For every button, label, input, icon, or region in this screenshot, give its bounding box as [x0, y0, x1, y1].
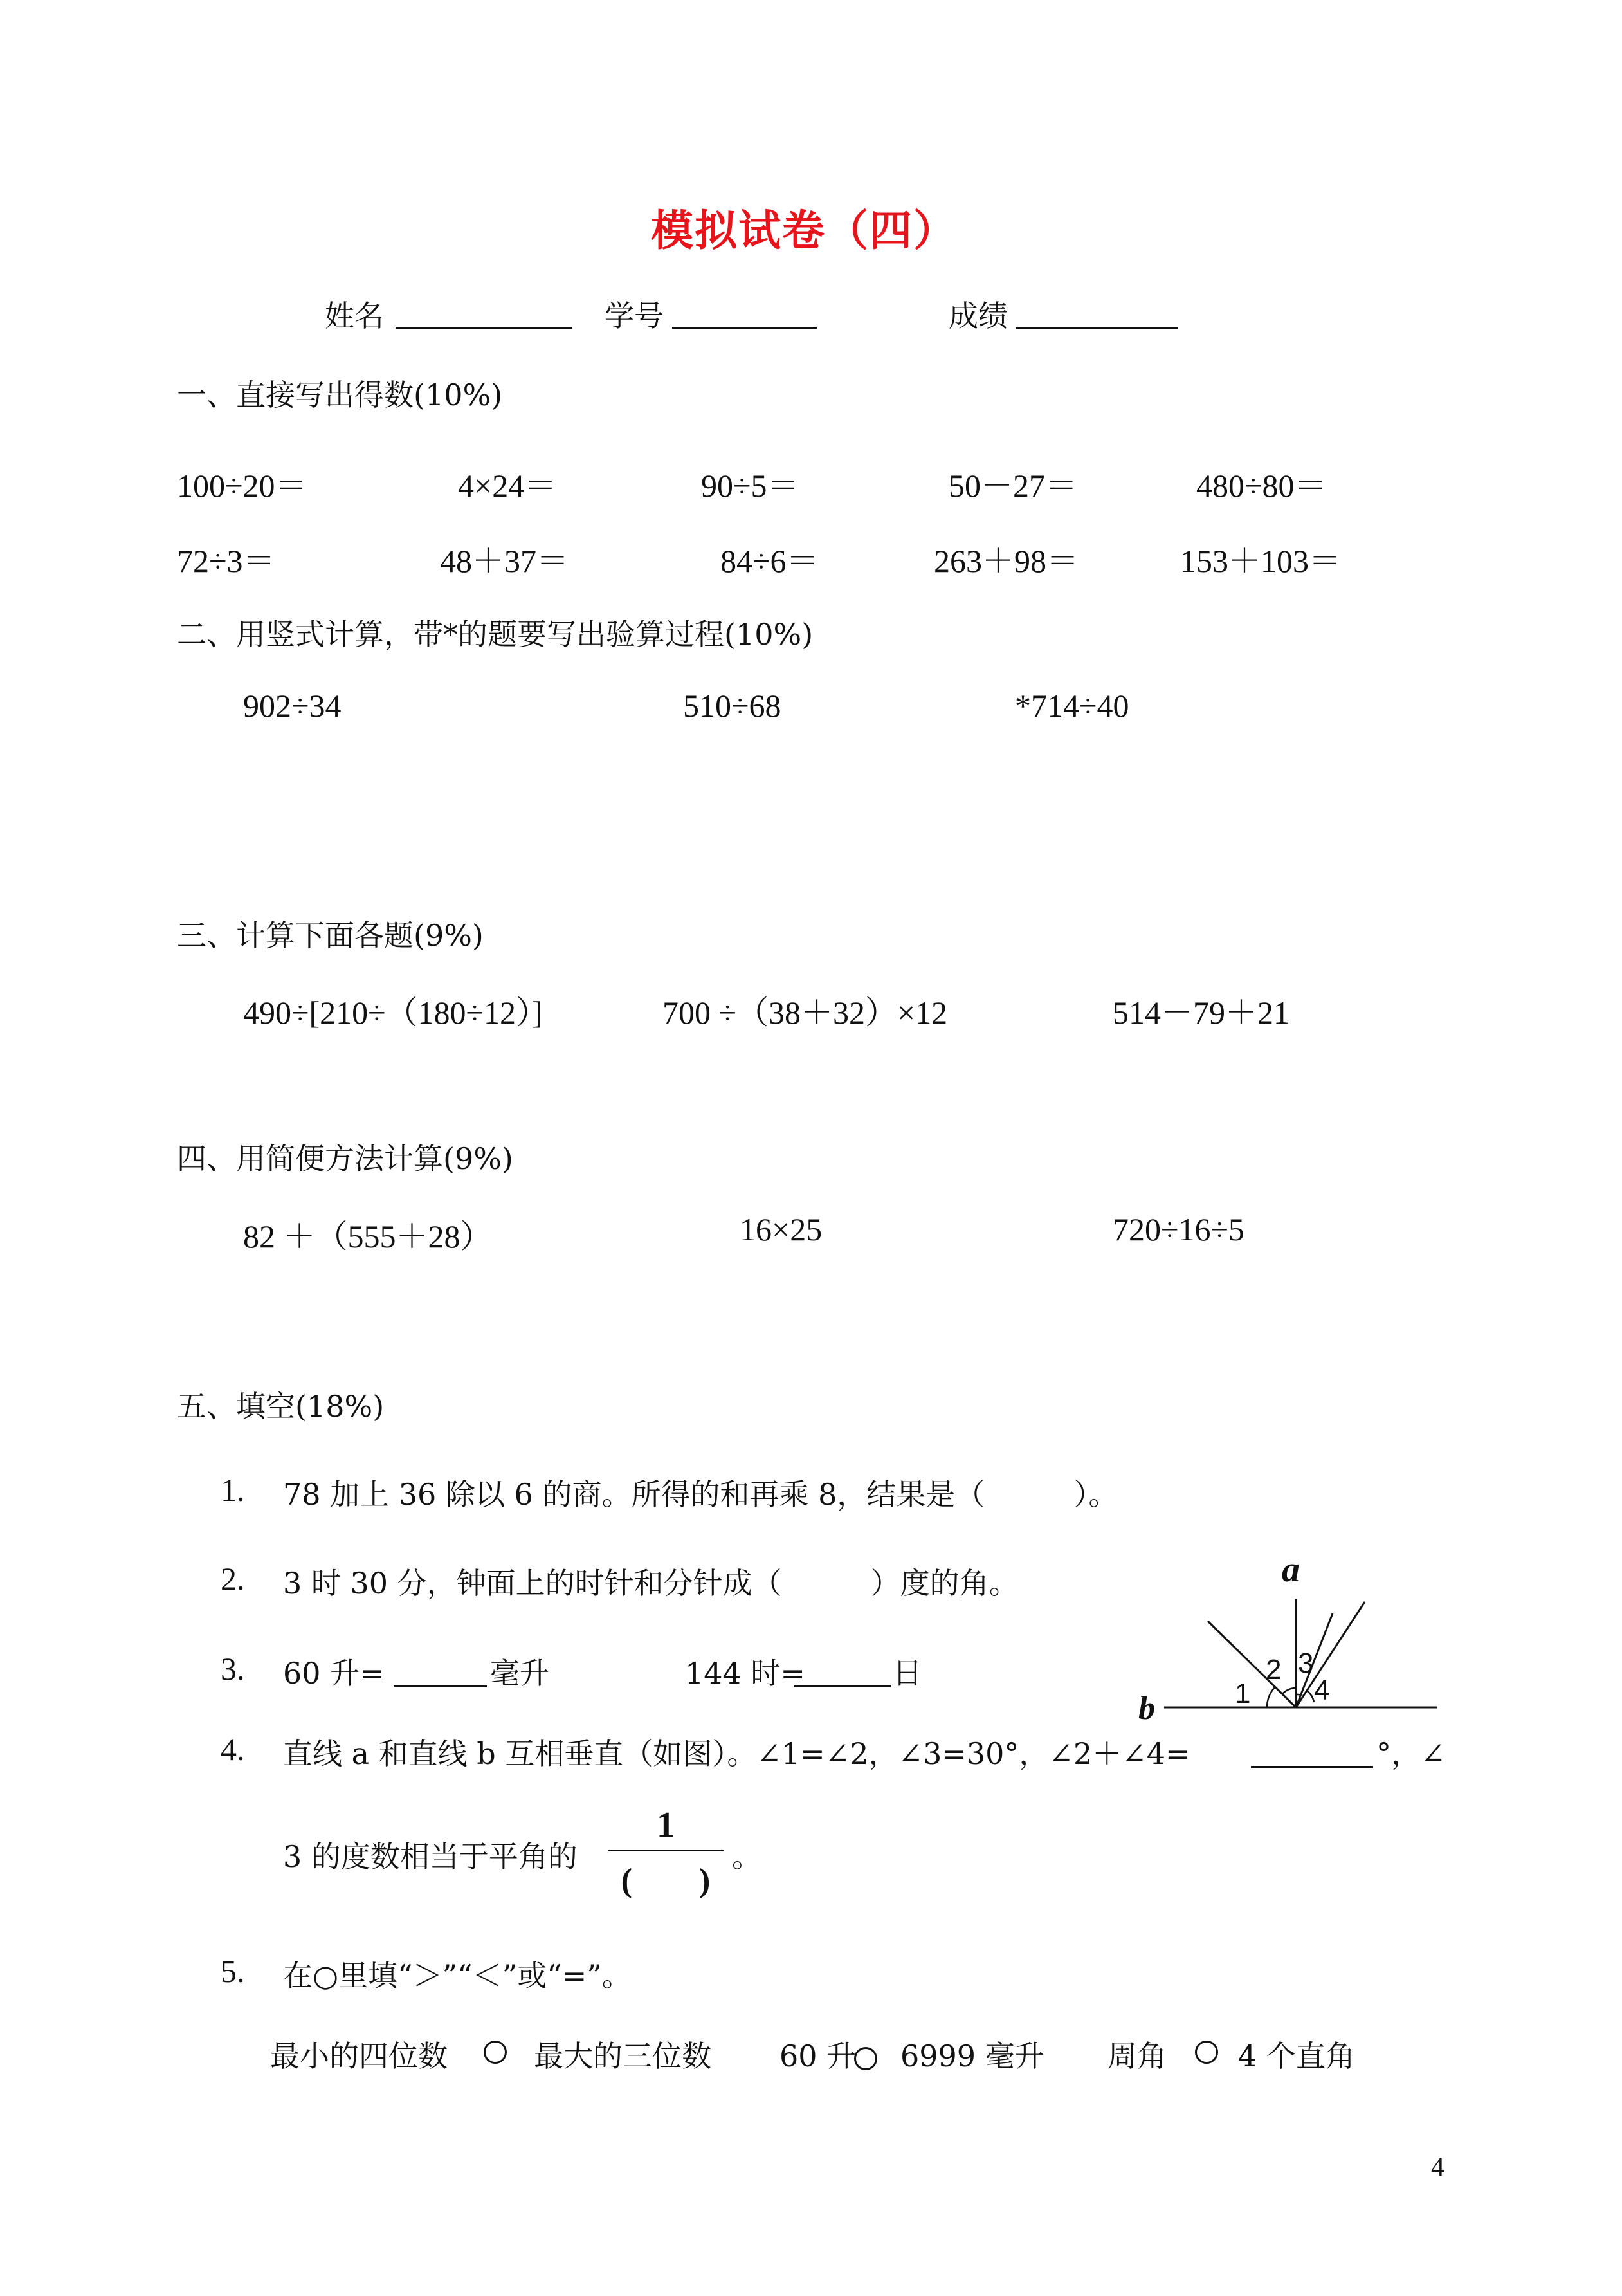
problem: 480÷80＝	[1196, 468, 1327, 504]
compare-left: 周角	[1107, 2039, 1167, 2073]
problem: 100÷20＝	[177, 468, 307, 504]
angle-arc	[1267, 1687, 1275, 1707]
question-text-tail: °，∠	[1376, 1736, 1446, 1771]
fraction-numerator: 1	[657, 1805, 675, 1845]
question-number: 4.	[221, 1731, 245, 1767]
fraction-bar	[608, 1850, 724, 1851]
question-text: 3 的度数相当于平角的	[283, 1839, 578, 1874]
problem: 153＋103＝	[1180, 543, 1341, 579]
problem: 50－27＝	[949, 468, 1077, 504]
fraction-denominator[interactable]: ( )	[621, 1862, 711, 1899]
angle-label-1: 1	[1235, 1678, 1251, 1709]
problem: 16×25	[740, 1211, 823, 1247]
problem: 490÷[210÷（180÷12）]	[243, 995, 543, 1031]
name-label: 姓名	[325, 298, 384, 333]
compare-left: 最小的四位数	[270, 2039, 448, 2073]
question-number: 1.	[221, 1472, 245, 1508]
page-title: 模拟试卷（四）	[651, 205, 957, 255]
problem: 72÷3＝	[177, 543, 275, 579]
question-text: 60 升=	[283, 1656, 385, 1691]
score-label: 成绩	[949, 298, 1008, 333]
angle-arc	[1307, 1691, 1314, 1702]
question-number: 2.	[221, 1561, 245, 1597]
problem: *714÷40	[1015, 688, 1129, 724]
question-text: 144 时=	[685, 1656, 805, 1691]
problem: 84÷6＝	[720, 543, 819, 579]
section-2-heading: 二、用竖式计算，带*的题要写出验算过程(10%)	[177, 617, 814, 652]
compare-right: 最大的三位数	[534, 2039, 711, 2073]
question-number: 3.	[221, 1651, 245, 1687]
id-blank[interactable]	[672, 296, 817, 329]
name-blank[interactable]	[396, 296, 572, 329]
problem: 902÷34	[243, 688, 342, 724]
angle-label-4: 4	[1314, 1675, 1330, 1706]
compare-circle[interactable]	[854, 2047, 877, 2070]
page-number: 4	[1431, 2153, 1444, 2182]
problem: 4×24＝	[458, 468, 557, 504]
problem: 48＋37＝	[440, 543, 569, 579]
label-a: a	[1282, 1550, 1300, 1590]
compare-right: 4 个直角	[1238, 2039, 1355, 2073]
question-text: 直线 a 和直线 b 互相垂直（如图）。∠1=∠2，∠3=30°，∠2＋∠4=	[283, 1736, 1190, 1771]
question-text: 在○里填“＞”“＜”或“=”。	[283, 1958, 632, 1993]
answer-blank[interactable]	[1251, 1735, 1373, 1768]
compare-circle[interactable]	[484, 2041, 507, 2064]
problem: 90÷5＝	[701, 468, 799, 504]
compare-left: 60 升	[779, 2039, 857, 2073]
section-3-heading: 三、计算下面各题(9%)	[177, 918, 484, 953]
unit-label: 毫升	[490, 1656, 549, 1691]
problem: 263＋98＝	[934, 543, 1079, 579]
id-label: 学号	[605, 298, 664, 333]
section-5-heading: 五、填空(18%)	[177, 1389, 385, 1424]
problem: 510÷68	[683, 688, 781, 724]
answer-blank[interactable]	[394, 1655, 487, 1687]
angle-label-3: 3	[1298, 1648, 1314, 1679]
problem: 514－79＋21	[1113, 995, 1289, 1031]
problem: 720÷16÷5	[1113, 1211, 1244, 1247]
score-blank[interactable]	[1016, 296, 1178, 329]
section-1-heading: 一、直接写出得数(10%)	[177, 378, 503, 412]
angle-arc	[1282, 1688, 1296, 1694]
section-4-heading: 四、用简便方法计算(9%)	[177, 1141, 513, 1176]
question-text: 3 时 30 分，钟面上的时针和分针成（ ）度的角。	[283, 1566, 1019, 1601]
ray-left	[1208, 1621, 1296, 1707]
angle-arc	[1296, 1694, 1301, 1695]
compare-right: 6999 毫升	[900, 2039, 1044, 2073]
perpendicular-lines-figure	[1125, 1544, 1460, 1737]
unit-label: 日	[893, 1656, 922, 1691]
fraction	[601, 1805, 730, 1899]
question-number: 5.	[221, 1953, 245, 1989]
question-text: 78 加上 36 除以 6 的商。所得的和再乘 8，结果是（ ）。	[283, 1477, 1118, 1512]
compare-circle[interactable]	[1195, 2041, 1218, 2064]
problem: 82 ＋（555＋28）	[243, 1218, 493, 1254]
angle-label-2: 2	[1266, 1654, 1282, 1685]
answer-blank[interactable]	[794, 1655, 891, 1687]
problem: 700 ÷（38＋32）×12	[662, 995, 948, 1031]
question-text-end: 。	[732, 1839, 761, 1874]
label-b: b	[1138, 1690, 1155, 1727]
